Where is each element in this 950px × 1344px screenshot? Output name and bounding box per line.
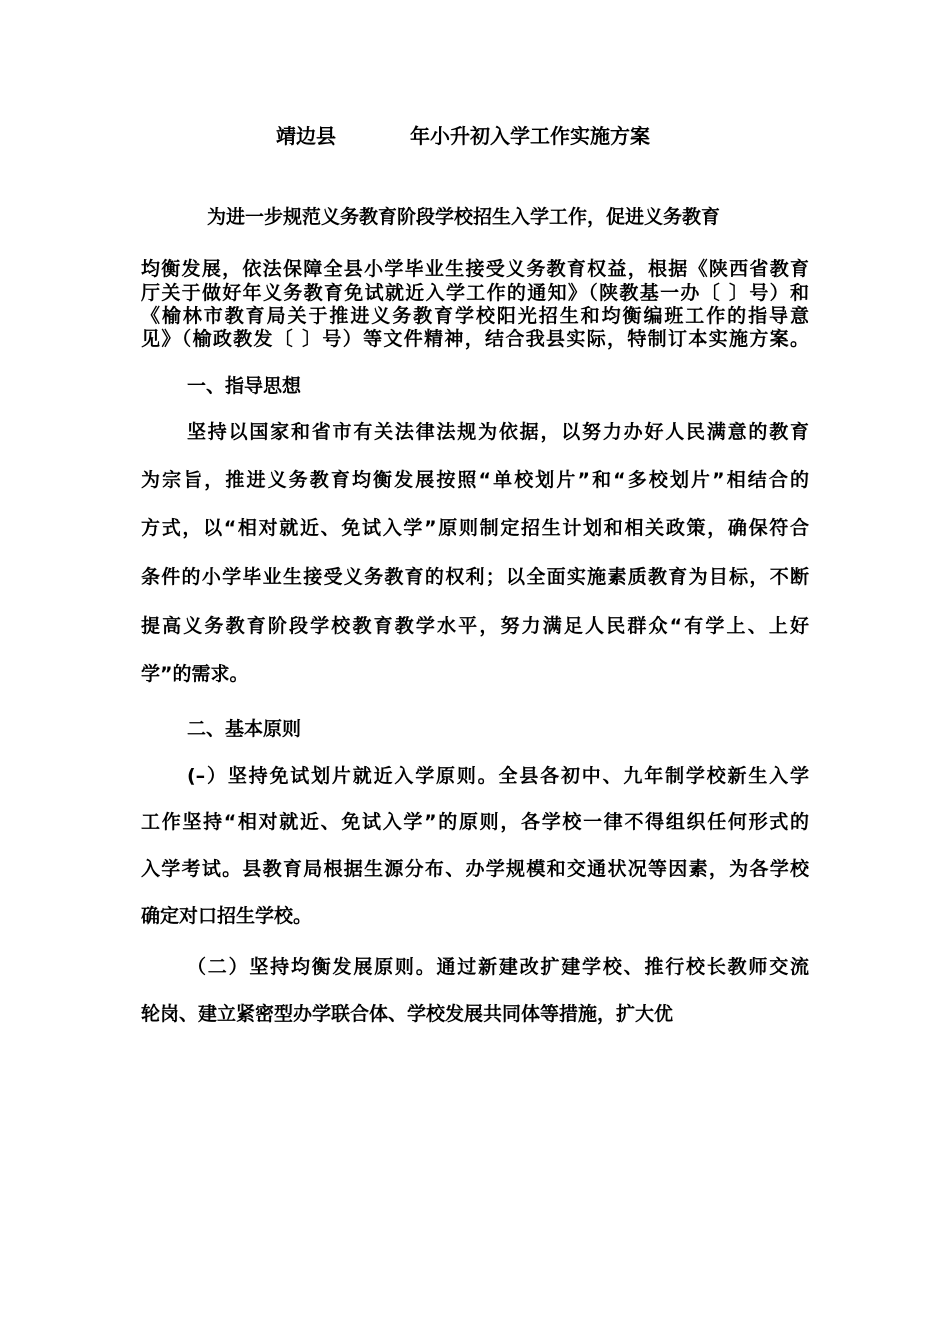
intro-line-2: 均衡发展，依法保障全县小学毕业生接受义务教育权益，根据《陕西省教育 [141,258,809,280]
document-title [0,120,950,148]
section2-para1-line-1: (–）坚持免试划片就近入学原则。全县各初中、九年制学校新生入学 [187,765,809,787]
section2-para1-line-3: 入学考试。县教育局根据生源分布、办学规模和交通状况等因素，为各学校 [141,858,809,880]
section-heading-guiding-ideology: 一、指导思想 [187,375,302,397]
intro-line-4: 《榆林市教育局关于推进义务教育学校阳光招生和均衡编班工作的指导意 [141,305,809,327]
section1-line-2: 为宗旨，推进义务教育均衡发展按照“单校划片”和“多校划片”相结合的 [141,469,809,491]
intro-line-5: 见》（榆政教发〔 〕号）等文件精神，结合我县实际，特制订本实施方案。 [141,328,809,350]
section2-para2-line-2: 轮岗、建立紧密型办学联合体、学校发展共同体等措施，扩大优 [141,1003,674,1025]
intro-line-3: 厅关于做好年义务教育免试就近入学工作的通知》（陕教基一办〔 〕号）和 [141,282,809,304]
title-main: 年小升初入学工作实施方案 [410,124,650,148]
section1-line-5: 提高义务教育阶段学校教育教学水平，努力满足人民群众“有学上、上好 [141,615,809,637]
section1-line-4: 条件的小学毕业生接受义务教育的权利；以全面实施素质教育为目标，不断 [141,566,809,588]
section2-para1-line-4: 确定对口招生学校。 [141,905,313,927]
section2-para2-line-1: （二）坚持均衡发展原则。通过新建改扩建学校、推行校长教师交流 [187,956,809,978]
section1-line-3: 方式，以“相对就近、免试入学”原则制定招生计划和相关政策，确保符合 [141,517,809,539]
section-heading-basic-principles: 二、基本原则 [187,718,302,740]
title-county: 靖边县 [276,124,336,148]
section1-line-6: 学”的需求。 [141,663,249,685]
intro-line-1: 为进一步规范义务教育阶段学校招生入学工作，促进义务教育 [207,206,721,228]
section2-para1-line-2: 工作坚持“相对就近、免试入学”的原则，各学校一律不得组织任何形式的 [141,811,809,833]
section1-line-1: 坚持以国家和省市有关法律法规为依据，以努力办好人民满意的教育 [187,421,809,443]
